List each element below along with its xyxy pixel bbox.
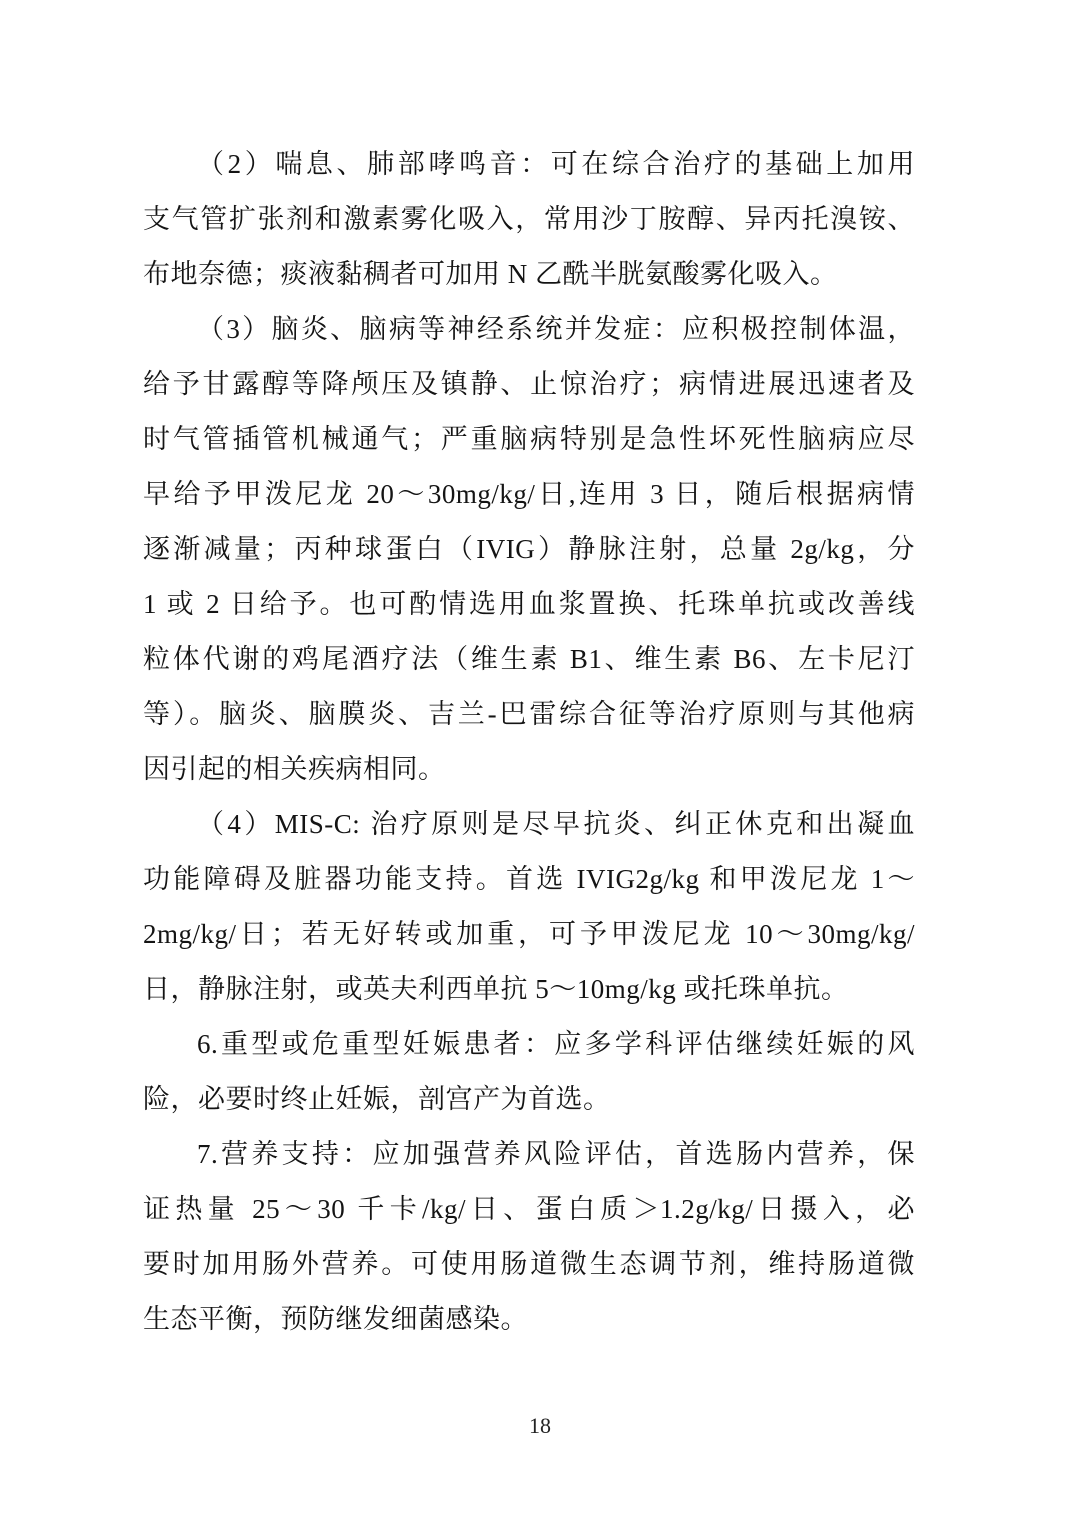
- text-line: 给予甘露醇等降颅压及镇静、止惊治疗；病情进展迅速者及: [143, 369, 915, 399]
- text-line: 逐渐减量；丙种球蛋白（IVIG）静脉注射，总量 2g/kg，分: [143, 534, 915, 564]
- text-line: 要时加用肠外营养。可使用肠道微生态调节剂，维持肠道微: [143, 1249, 915, 1279]
- document-body: [143, 137, 915, 1347]
- paragraph: [143, 137, 915, 302]
- text-line: 支气管扩张剂和激素雾化吸入，常用沙丁胺醇、异丙托溴铵、: [143, 204, 915, 234]
- paragraph: [143, 302, 915, 797]
- text-line: （2）喘息、肺部哮鸣音：可在综合治疗的基础上加用: [197, 149, 915, 179]
- text-line: 日，静脉注射，或英夫利西单抗 5～10mg/kg 或托珠单抗。: [143, 974, 849, 1004]
- paragraph: [143, 1017, 915, 1127]
- text-line: 粒体代谢的鸡尾酒疗法（维生素 B1、维生素 B6、左卡尼汀: [143, 644, 915, 674]
- text-line: 等）。脑炎、脑膜炎、吉兰-巴雷综合征等治疗原则与其他病: [143, 699, 915, 729]
- text-line: 6.重型或危重型妊娠患者：应多学科评估继续妊娠的风: [197, 1029, 915, 1059]
- text-line: 时气管插管机械通气；严重脑病特别是急性坏死性脑病应尽: [143, 424, 915, 454]
- text-line: 早给予甲泼尼龙 20～30mg/kg/日,连用 3 日，随后根据病情: [143, 479, 915, 509]
- text-line: 因引起的相关疾病相同。: [143, 754, 446, 784]
- text-line: 证热量 25～30 千卡/kg/日、蛋白质＞1.2g/kg/日摄入，必: [143, 1194, 915, 1224]
- text-line: 7.营养支持：应加强营养风险评估，首选肠内营养，保: [197, 1139, 915, 1169]
- text-line: 布地奈德；痰液黏稠者可加用 N 乙酰半胱氨酸雾化吸入。: [143, 259, 838, 289]
- text-line: 1 或 2 日给予。也可酌情选用血浆置换、托珠单抗或改善线: [143, 589, 915, 619]
- text-line: （4）MIS-C: 治疗原则是尽早抗炎、纠正休克和出凝血: [197, 809, 915, 839]
- paragraph: [143, 1127, 915, 1347]
- text-line: 2mg/kg/日；若无好转或加重，可予甲泼尼龙 10～30mg/kg/: [143, 919, 915, 949]
- text-line: 功能障碍及脏器功能支持。首选 IVIG2g/kg 和甲泼尼龙 1～: [143, 864, 915, 894]
- paragraph: [143, 797, 915, 1017]
- page-number: 18: [529, 1413, 551, 1438]
- text-line: （3）脑炎、脑病等神经系统并发症：应积极控制体温，: [197, 314, 915, 344]
- text-line: 险，必要时终止妊娠，剖宫产为首选。: [143, 1084, 611, 1114]
- text-line: 生态平衡，预防继发细菌感染。: [143, 1304, 528, 1334]
